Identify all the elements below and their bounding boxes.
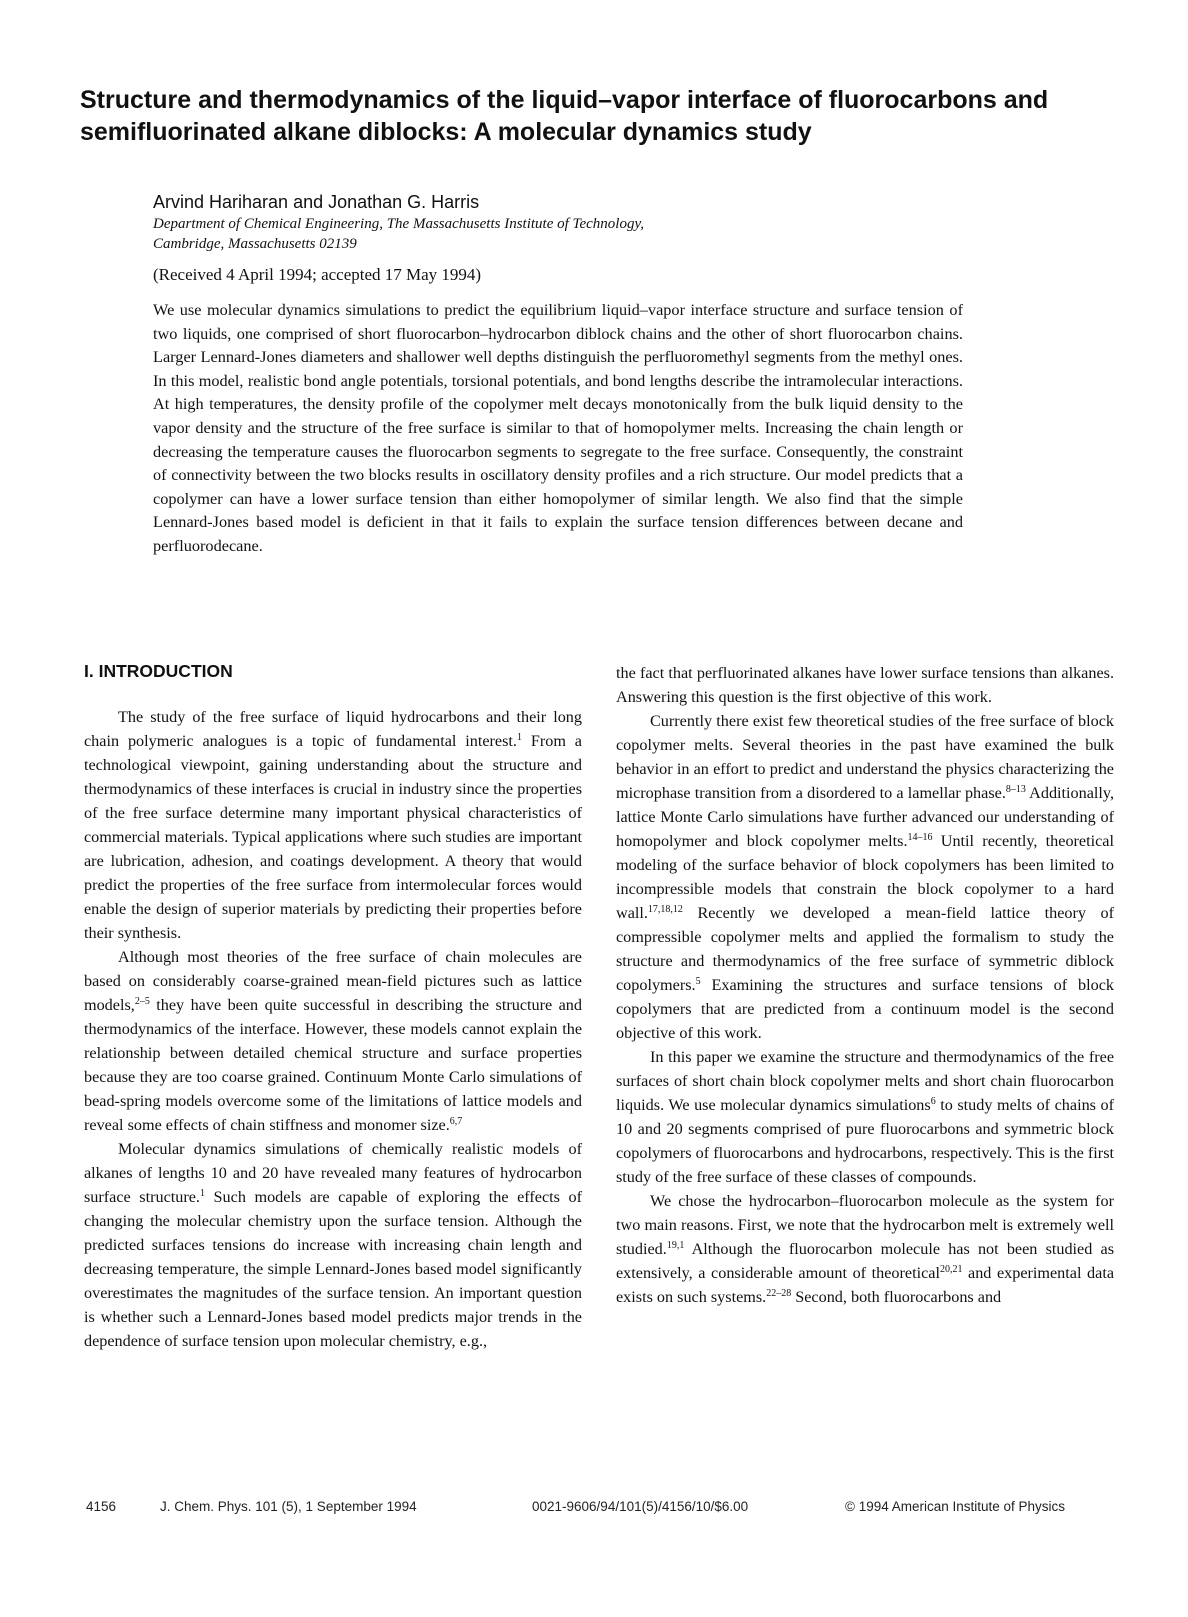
affiliation-line: Department of Chemical Engineering, The Massachusetts Institute of Technology, [153, 216, 645, 232]
text-run: The study of the free surface of liquid hydrocarbons and their long chain polymeric analogues is a topic of fundamental interest. [84, 708, 582, 750]
text-run: and experimental data exists on such systems. [616, 1264, 1114, 1306]
abstract: We use molecular dynamics simulations to predict the equilibrium liquid–vapor interface structure and surface tension of two liquids, one comprised of short fluorocarbon–hydrocarbon diblock chains and the other of short fluorocarbon chains. Larger Lennard-Jones diameters and shallower well depths distinguish the perfluoromethyl segments from the methyl ones. In this model, realistic bond angle potentials, torsional potentials, and bond lengths describe the intramolecular interactions. At high temperatures, the density profile of the copolymer melt decays monotonically from the bulk liquid density to the vapor density and the structure of the free surface is similar to that of homopolymer melts. Increasing the chain length or decreasing the temperature causes the fluorocarbon segments to segregate to the free surface. Consequently, the constraint of connectivity between the two blocks results in oscillatory density profiles and a rich structure. Our model predicts that a copolymer can have a lower surface tension than either homopolymer of similar length. We also find that the simple Lennard-Jones based model is deficient in that it fails to explain the surface tension differences between decane and perfluorodecane. [153, 300, 963, 555]
text-run: Recently we developed a mean-field lattice theory of compressible copolymer melts and applied the formalism to study the structure and thermodynamics of the free surface of symmetric diblock copolymers. [616, 904, 1114, 994]
paragraph [616, 709, 1114, 1045]
citation: 20,21 [939, 1264, 963, 1275]
citation: 5 [695, 976, 701, 987]
citation: 19,1 [666, 1240, 685, 1251]
citation: 1 [199, 1188, 205, 1199]
author-list: Arvind Hariharan and Jonathan G. Harris [153, 192, 480, 212]
text-run: Until recently, theoretical modeling of the surface behavior of block copolymers has been limited to incompressible models that constrain the block copolymer to a hard wall. [616, 832, 1114, 922]
received-dates: (Received 4 April 1994; accepted 17 May 1994) [153, 265, 482, 284]
page-footer [0, 1499, 1188, 1521]
text-run: In this paper we examine the structure and thermodynamics of the free surfaces of short chain block copolymer melts and short chain fluorocarbon liquids. We use molecular dynamics simulations [616, 1048, 1114, 1114]
page-number: 4156 [86, 1499, 117, 1514]
text-run: Although the fluorocarbon molecule has not been studied as extensively, a considerable amount of theoretical [616, 1240, 1114, 1282]
text-run: From a technological viewpoint, gaining understanding about the structure and thermodynamics of these interfaces is crucial in industry since the properties of the free surface determine many important physical characteristics of commercial materials. Typical applications where such studies are important are lubrication, adhesion, and coatings development. A theory that would predict the properties of the free surface from intermolecular forces would enable the design of superior materials by predicting their properties before their synthesis. [84, 732, 582, 942]
section-heading: I. INTRODUCTION [84, 661, 233, 681]
journal-citation: J. Chem. Phys. 101 (5), 1 September 1994 [160, 1499, 417, 1514]
text-run: Additionally, lattice Monte Carlo simulations have further advanced our understanding of homopolymer and block copolymer melts. [616, 784, 1114, 850]
paragraph: the fact that perfluorinated alkanes have lower surface tensions than alkanes. Answering this question is the first objective of this work. [616, 664, 1114, 706]
citation: 22–28 [766, 1288, 792, 1299]
citation: 14–16 [907, 832, 933, 843]
paragraph [84, 1137, 582, 1353]
paper-title: Structure and thermodynamics of the liquid–vapor interface of fluorocarbons and semifluorinated alkane diblocks: A molecular dynamics study [80, 86, 1049, 146]
text-run: Second, both fluorocarbons and [791, 1288, 1002, 1306]
citation: 8–13 [1005, 784, 1026, 795]
citation: 2–5 [134, 996, 150, 1007]
affiliation [153, 214, 953, 254]
text-run: Such models are capable of exploring the effects of changing the molecular chemistry upon the surface tension. Although the predicted surfaces tensions do increase with increasing chain length and decreasing temperature, the simple Lennard-Jones based model significantly overestimates the magnitudes of the surface tension. An important question is whether such a Lennard-Jones based model predicts major trends in the dependence of surface tension upon molecular chemistry, e.g., [84, 1188, 582, 1350]
citation: 1 [516, 732, 522, 743]
affiliation-line: Cambridge, Massachusetts 02139 [153, 236, 357, 252]
left-column [84, 705, 582, 1353]
article-code: 0021-9606/94/101(5)/4156/10/$6.00 [532, 1499, 749, 1514]
text-run: Examining the structures and surface tensions of block copolymers that are predicted from a continuum model is the second objective of this work. [616, 976, 1114, 1042]
paragraph [616, 1045, 1114, 1189]
text-run: We chose the hydrocarbon–fluorocarbon molecule as the system for two main reasons. First, we note that the hydrocarbon melt is extremely well studied. [616, 1192, 1114, 1258]
citation: 6,7 [449, 1116, 463, 1127]
text-run: to study melts of chains of 10 and 20 segments comprised of pure fluorocarbons and symmetric block copolymers of fluorocarbons and hydrocarbons, respectively. This is the first study of the free surface of these classes of compounds. [616, 1096, 1114, 1186]
paragraph [616, 1189, 1114, 1309]
paragraph [84, 705, 582, 945]
right-column [616, 661, 1114, 1309]
text-run: Although most theories of the free surface of chain molecules are based on considerably coarse-grained mean-field pictures such as lattice models, [84, 948, 582, 1014]
paragraph [84, 945, 582, 1137]
copyright-notice: © 1994 American Institute of Physics [845, 1499, 1066, 1514]
text-run: Currently there exist few theoretical studies of the free surface of block copolymer melts. Several theories in the past have examined the bulk behavior in an effort to predict and understand the physics characterizing the microphase transition from a disordered to a lamellar phase. [616, 712, 1114, 802]
citation: 17,18,12 [647, 904, 683, 915]
text-run: they have been quite successful in describing the structure and thermodynamics of the interface. However, these models cannot explain the relationship between detailed chemical structure and surface properties because they are too coarse grained. Continuum Monte Carlo simulations of bead-spring models overcome some of the limitations of lattice models and reveal some effects of chain stiffness and monomer size. [84, 996, 582, 1134]
citation: 6 [930, 1096, 936, 1107]
text-run: Molecular dynamics simulations of chemically realistic models of alkanes of lengths 10 and 20 have revealed many features of hydrocarbon surface structure. [84, 1140, 582, 1206]
